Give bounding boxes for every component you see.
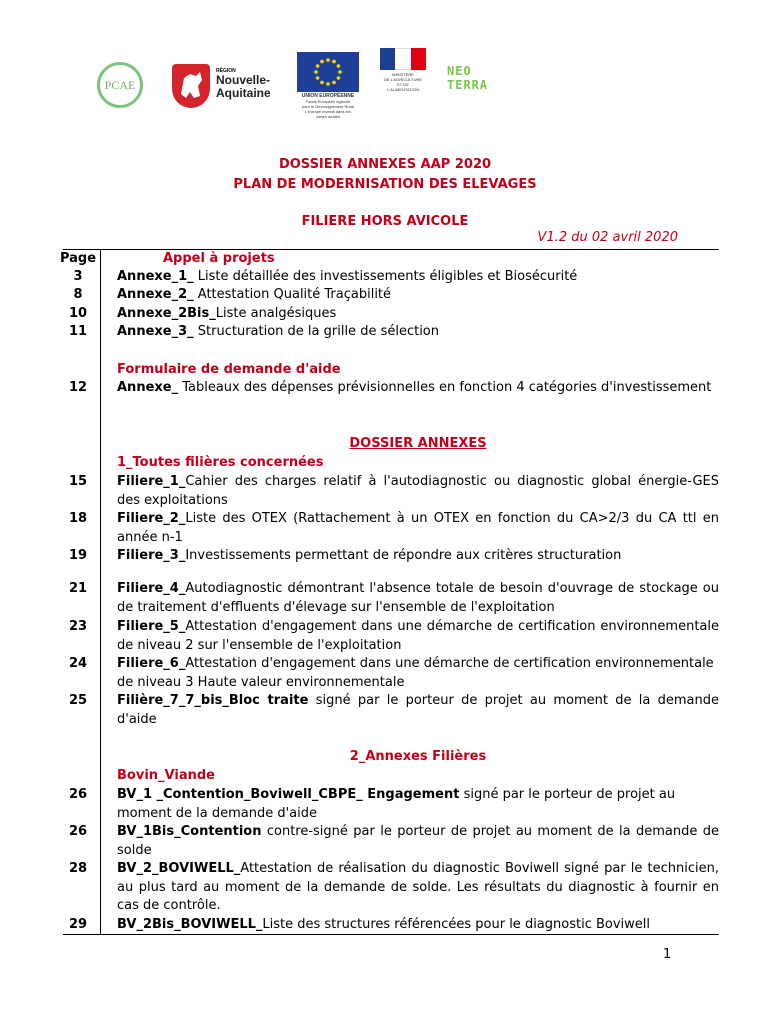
row-text: Filiere_6_Attestation d'engagement dans une démarche de certification environnementale de niveau 3 Haute valeur environnementale xyxy=(117,656,714,690)
section-formulaire: Formulaire de demande d'aide xyxy=(117,362,341,377)
row-page: 29 xyxy=(68,917,88,932)
title-line-2: PLAN DE MODERNISATION DES ELEVAGES xyxy=(233,177,537,192)
row-text: Filiere_1_Cahier des charges relatif à l'autodiagnostic ou diagnostic global énergie-GES des exploitations xyxy=(117,474,719,508)
page-column-header: Page xyxy=(59,251,97,266)
page-number: 1 xyxy=(663,947,672,962)
row-page: 25 xyxy=(68,693,88,708)
ministere-caption: MINISTÈRE DE L'AGRICULTURE ET DE L'ALIMENTATION xyxy=(383,72,423,92)
section-dossier-annexes: DOSSIER ANNEXES xyxy=(349,436,487,451)
row-page: 15 xyxy=(68,474,88,489)
row-text: BV_2Bis_BOVIWELL_Liste des structures référencées pour le diagnostic Boviwell xyxy=(117,917,651,932)
row-text: Annexe_3_ Structuration de la grille de sélection xyxy=(117,324,440,339)
section-bovin-viande: Bovin_Viande xyxy=(117,768,215,783)
row-text: Annexe_2_ Attestation Qualité Traçabilité xyxy=(117,287,392,302)
logo-bar xyxy=(0,40,770,120)
lion-shield-icon xyxy=(172,64,210,108)
row-page: 21 xyxy=(68,581,88,596)
section-appel-a-projets: Appel à projets xyxy=(163,251,275,266)
section-annexes-filieres: 2_Annexes Filières xyxy=(349,749,487,764)
row-text: Filiere_4_Autodiagnostic démontrant l'absence totale de besoin d'ouvrage de stockage ou de traitement d'effluents d'élevage sur l'ensemble de l'exploitation xyxy=(117,581,719,615)
row-text: Annexe_2Bis_Liste analgésiques xyxy=(117,306,337,321)
region-name: Nouvelle- Aquitaine xyxy=(216,73,271,100)
document-title xyxy=(0,155,770,195)
filiere-heading: FILIERE HORS AVICOLE xyxy=(301,214,469,229)
row-page: 12 xyxy=(68,380,88,395)
row-text: Filiere_5_Attestation d'engagement dans une démarche de certification environnementale de niveau 2 sur l'ensemble de l'exploitation xyxy=(117,619,719,653)
version-label: V1.2 du 02 avril 2020 xyxy=(537,230,678,245)
row-text: Annexe_1_ Liste détaillée des investissements éligibles et Biosécurité xyxy=(117,269,578,284)
row-text: Filiere_3_Investissements permettant de répondre aux critères structuration xyxy=(117,548,622,563)
row-page: 26 xyxy=(68,824,88,839)
neoterra-logo: NEO TERRA xyxy=(447,64,489,92)
pcae-logo-text: PCAE xyxy=(104,77,136,92)
ministere-logo xyxy=(377,48,429,122)
region-label: RÉGION xyxy=(216,68,236,74)
row-text: BV_2_BOVIWELL_Attestation de réalisation du diagnostic Boviwell signé par le technicien, au plus tard au moment de la demande de solde. Les résultats du diagnostic à fournir en cas de contrôle. xyxy=(117,861,719,913)
row-page: 19 xyxy=(68,548,88,563)
row-page: 10 xyxy=(68,306,88,321)
row-text: BV_1 _Contention_Boviwell_CBPE_ Engagement signé par le porteur de projet au moment de la demande d'aide xyxy=(117,787,676,821)
eu-logo xyxy=(293,52,363,124)
row-page: 8 xyxy=(73,287,83,302)
row-text: Filiere_2_Liste des OTEX (Rattachement à un OTEX en fonction du CA>2/3 du CA ttl en année n-1 xyxy=(117,511,719,545)
table-column-divider xyxy=(100,249,101,935)
french-flag-icon xyxy=(380,48,426,70)
eu-caption: UNION EUROPÉENNE Fonds Européen Agricole pour le Développement Rural L'Europe investit dans les zones rurales xyxy=(301,93,355,119)
section-toutes-filieres: 1_Toutes filières concernées xyxy=(117,455,324,470)
row-text: Filière_7_7_bis_Bloc traite signé par le porteur de projet au moment de la demande d'aide xyxy=(117,693,720,727)
row-page: 24 xyxy=(68,656,88,671)
row-page: 26 xyxy=(68,787,88,802)
nouvelle-aquitaine-logo xyxy=(172,62,282,112)
row-page: 3 xyxy=(73,269,83,284)
row-text: BV_1Bis_Contention contre-signé par le porteur de projet au moment de la demande de solde xyxy=(117,824,719,858)
row-page: 23 xyxy=(68,619,88,634)
row-page: 11 xyxy=(68,324,88,339)
row-text: Annexe_ Tableaux des dépenses prévisionnelles en fonction 4 catégories d'investissement xyxy=(117,380,712,395)
pcae-logo xyxy=(97,62,143,108)
row-page: 28 xyxy=(68,861,88,876)
row-page: 18 xyxy=(68,511,88,526)
title-line-1: DOSSIER ANNEXES AAP 2020 xyxy=(278,157,492,172)
eu-flag-icon xyxy=(297,52,359,92)
